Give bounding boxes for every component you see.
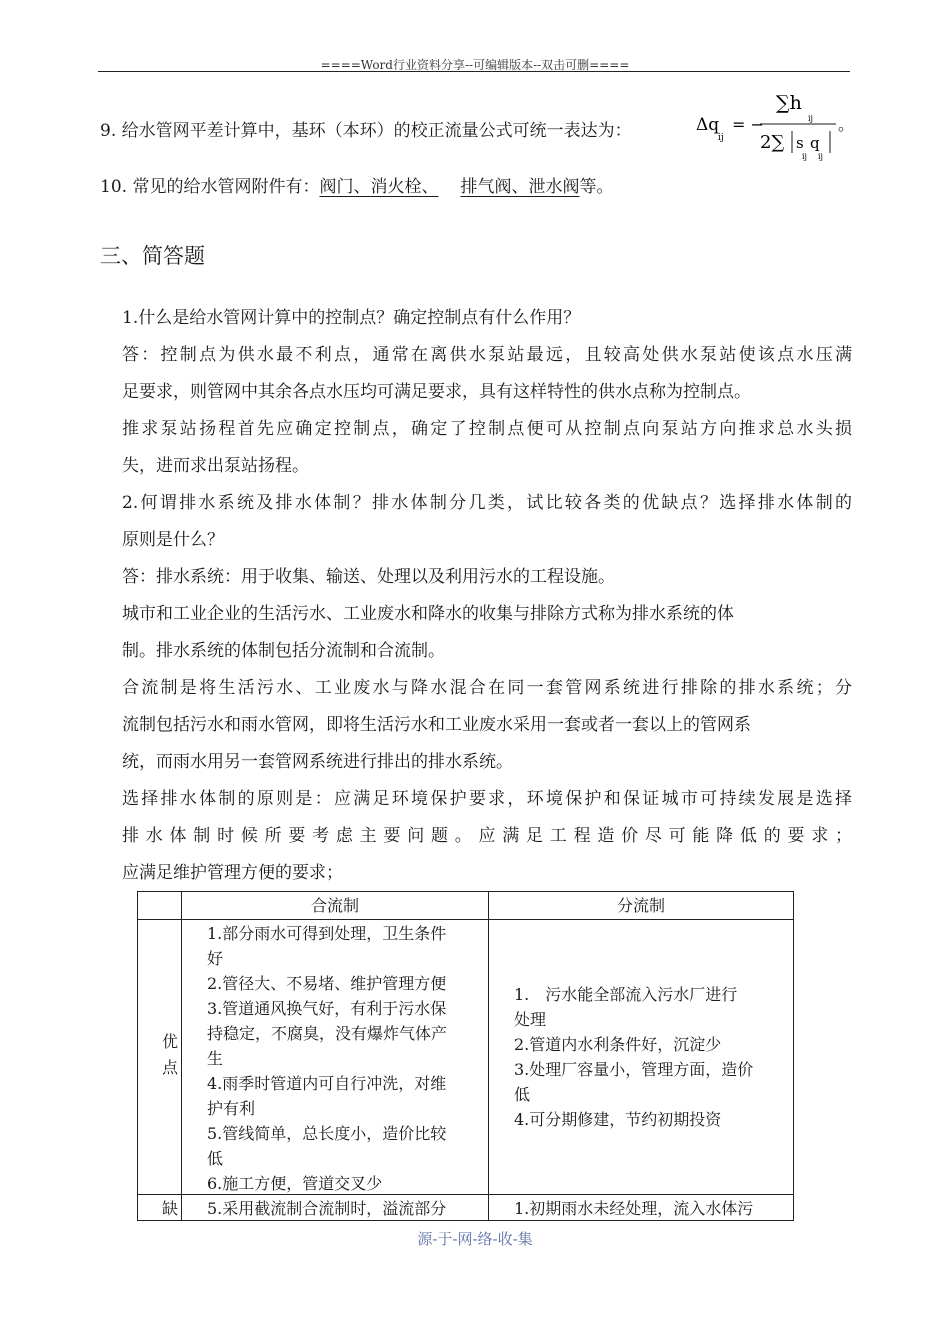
table-cell-line: 低 xyxy=(207,1149,224,1168)
body-line: 足要求，则管网中其余各点水压均可满足要求，具有这样特性的供水点称为控制点。 xyxy=(122,382,751,402)
table-header-combined: 合流制 xyxy=(310,896,359,915)
table-header-separate: 分流制 xyxy=(616,896,665,915)
table-cell-line: 1. 污水能全部流入污水厂进行 xyxy=(514,985,738,1004)
table-col-divider-2 xyxy=(488,892,489,1220)
table-cell-line: 5.管线简单，总长度小，造价比较 xyxy=(207,1124,447,1143)
table-header-rule xyxy=(138,919,793,920)
body-line: 排水体制时候所要考虑主要问题。应满足工程造价尽可能降低的要求； xyxy=(122,826,852,846)
table-cell-line: 持稳定，不腐臭，没有爆炸气体产 xyxy=(207,1024,448,1043)
question-9: 9. 给水管网平差计算中，基环（本环）的校正流量公式可统一表达为： xyxy=(100,121,632,141)
table-cell-line: 好 xyxy=(207,949,224,968)
combined-advantages xyxy=(207,921,487,1196)
q10-answer-1: 阀门、消火栓、 xyxy=(319,177,439,197)
q10-suffix: 等。 xyxy=(579,177,614,197)
formula-denominator-q: q xyxy=(810,134,820,152)
table-cell-line: 2.管道内水利条件好，沉淀少 xyxy=(514,1035,722,1054)
formula-denominator-s: s xyxy=(796,134,804,152)
table-col-divider-1 xyxy=(181,892,182,1220)
section-title: 三、简答题 xyxy=(100,244,205,268)
combined-disadvantages: 5.采用截流制合流制时，溢流部分 xyxy=(207,1199,447,1218)
body-line: 推求泵站扬程首先应确定控制点，确定了控制点便可从控制点向泵站方向推求总水头损 xyxy=(122,419,852,439)
formula-lhs-sub: ij xyxy=(718,133,724,143)
table-cell-line: 4.可分期修建，节约初期投资 xyxy=(514,1110,722,1129)
table-cell-line: 1.部分雨水可得到处理，卫生条件 xyxy=(207,924,447,943)
table-cell-line: 6.施工方便，管道交叉少 xyxy=(207,1174,383,1193)
table-cell-line: 生 xyxy=(207,1049,224,1068)
body-line: 2.何谓排水系统及排水体制？排水体制分几类，试比较各类的优缺点？选择排水体制的 xyxy=(122,493,852,513)
q10-answer-2: 排气阀、泄水阀 xyxy=(460,177,580,197)
body-line: 答：控制点为供水最不利点，通常在离供水泵站最远，且较高处供水泵站使该点水压满 xyxy=(122,345,852,365)
separate-advantages xyxy=(514,982,794,1132)
page-footer: 源-于-网-络-收-集 xyxy=(417,1230,533,1248)
table-cell-line: 处理 xyxy=(514,1010,547,1029)
table-cell-line: 护有利 xyxy=(207,1099,256,1118)
row-label-disadvantages: 缺 xyxy=(161,1199,178,1218)
body-line: 统，而雨水用另一套管网系统进行排出的排水系统。 xyxy=(122,752,513,772)
body-line: 1.什么是给水管网计算中的控制点？确定控制点有什么作用？ xyxy=(122,308,581,328)
formula-denominator-sub1: ij xyxy=(802,152,808,161)
table-cell-line: 3.管道通风换气好，有利于污水保 xyxy=(207,999,447,1018)
body-line: 制。排水系统的体制包括分流制和合流制。 xyxy=(122,641,445,661)
formula-denominator-prefix: 2∑ xyxy=(760,132,785,153)
formula-eq: = − xyxy=(732,115,764,134)
formula-denominator-sub2: ij xyxy=(818,152,824,161)
formula-end: 。 xyxy=(838,115,855,134)
page-header: ====Word行业资料分享--可编辑版本--双击可删==== xyxy=(320,58,630,72)
comparison-table xyxy=(137,891,794,1221)
body-line: 流制包括污水和雨水管网，即将生活污水和工业废水采用一套或者一套以上的管网系 xyxy=(122,715,751,735)
body-line: 失，进而求出泵站扬程。 xyxy=(122,456,309,476)
answer-body xyxy=(122,300,852,892)
body-line: 城市和工业企业的生活污水、工业废水和降水的收集与排除方式称为排水系统的体 xyxy=(122,604,734,624)
question-10 xyxy=(100,172,613,197)
formula-numerator: ∑h xyxy=(776,92,802,114)
body-line: 原则是什么？ xyxy=(122,530,224,550)
separate-disadvantages: 1.初期雨水未经处理，流入水体污 xyxy=(514,1199,754,1218)
correction-flow-formula xyxy=(696,84,856,164)
row-label-advantages: 优点 xyxy=(161,1032,178,1077)
table-cell-line: 3.处理厂容量小，管理方面，造价 xyxy=(514,1060,754,1079)
formula-numerator-sub: ij xyxy=(808,114,814,123)
body-line: 应满足维护管理方便的要求； xyxy=(122,863,343,883)
formula-lhs: Δq xyxy=(696,115,720,135)
body-line: 选择排水体制的原则是：应满足环境保护要求，环境保护和保证城市可持续发展是选择 xyxy=(122,789,852,809)
header-rule xyxy=(98,71,850,72)
table-cell-line: 低 xyxy=(514,1085,531,1104)
body-line: 答：排水系统：用于收集、输送、处理以及利用污水的工程设施。 xyxy=(122,567,615,587)
table-cell-line: 4.雨季时管道内可自行冲洗，对维 xyxy=(207,1074,447,1093)
body-line: 合流制是将生活污水、工业废水与降水混合在同一套管网系统进行排除的排水系统；分 xyxy=(122,678,852,698)
q10-prefix: 10. 常见的给水管网附件有： xyxy=(100,177,320,197)
table-cell-line: 2.管径大、不易堵、维护管理方便 xyxy=(207,974,447,993)
